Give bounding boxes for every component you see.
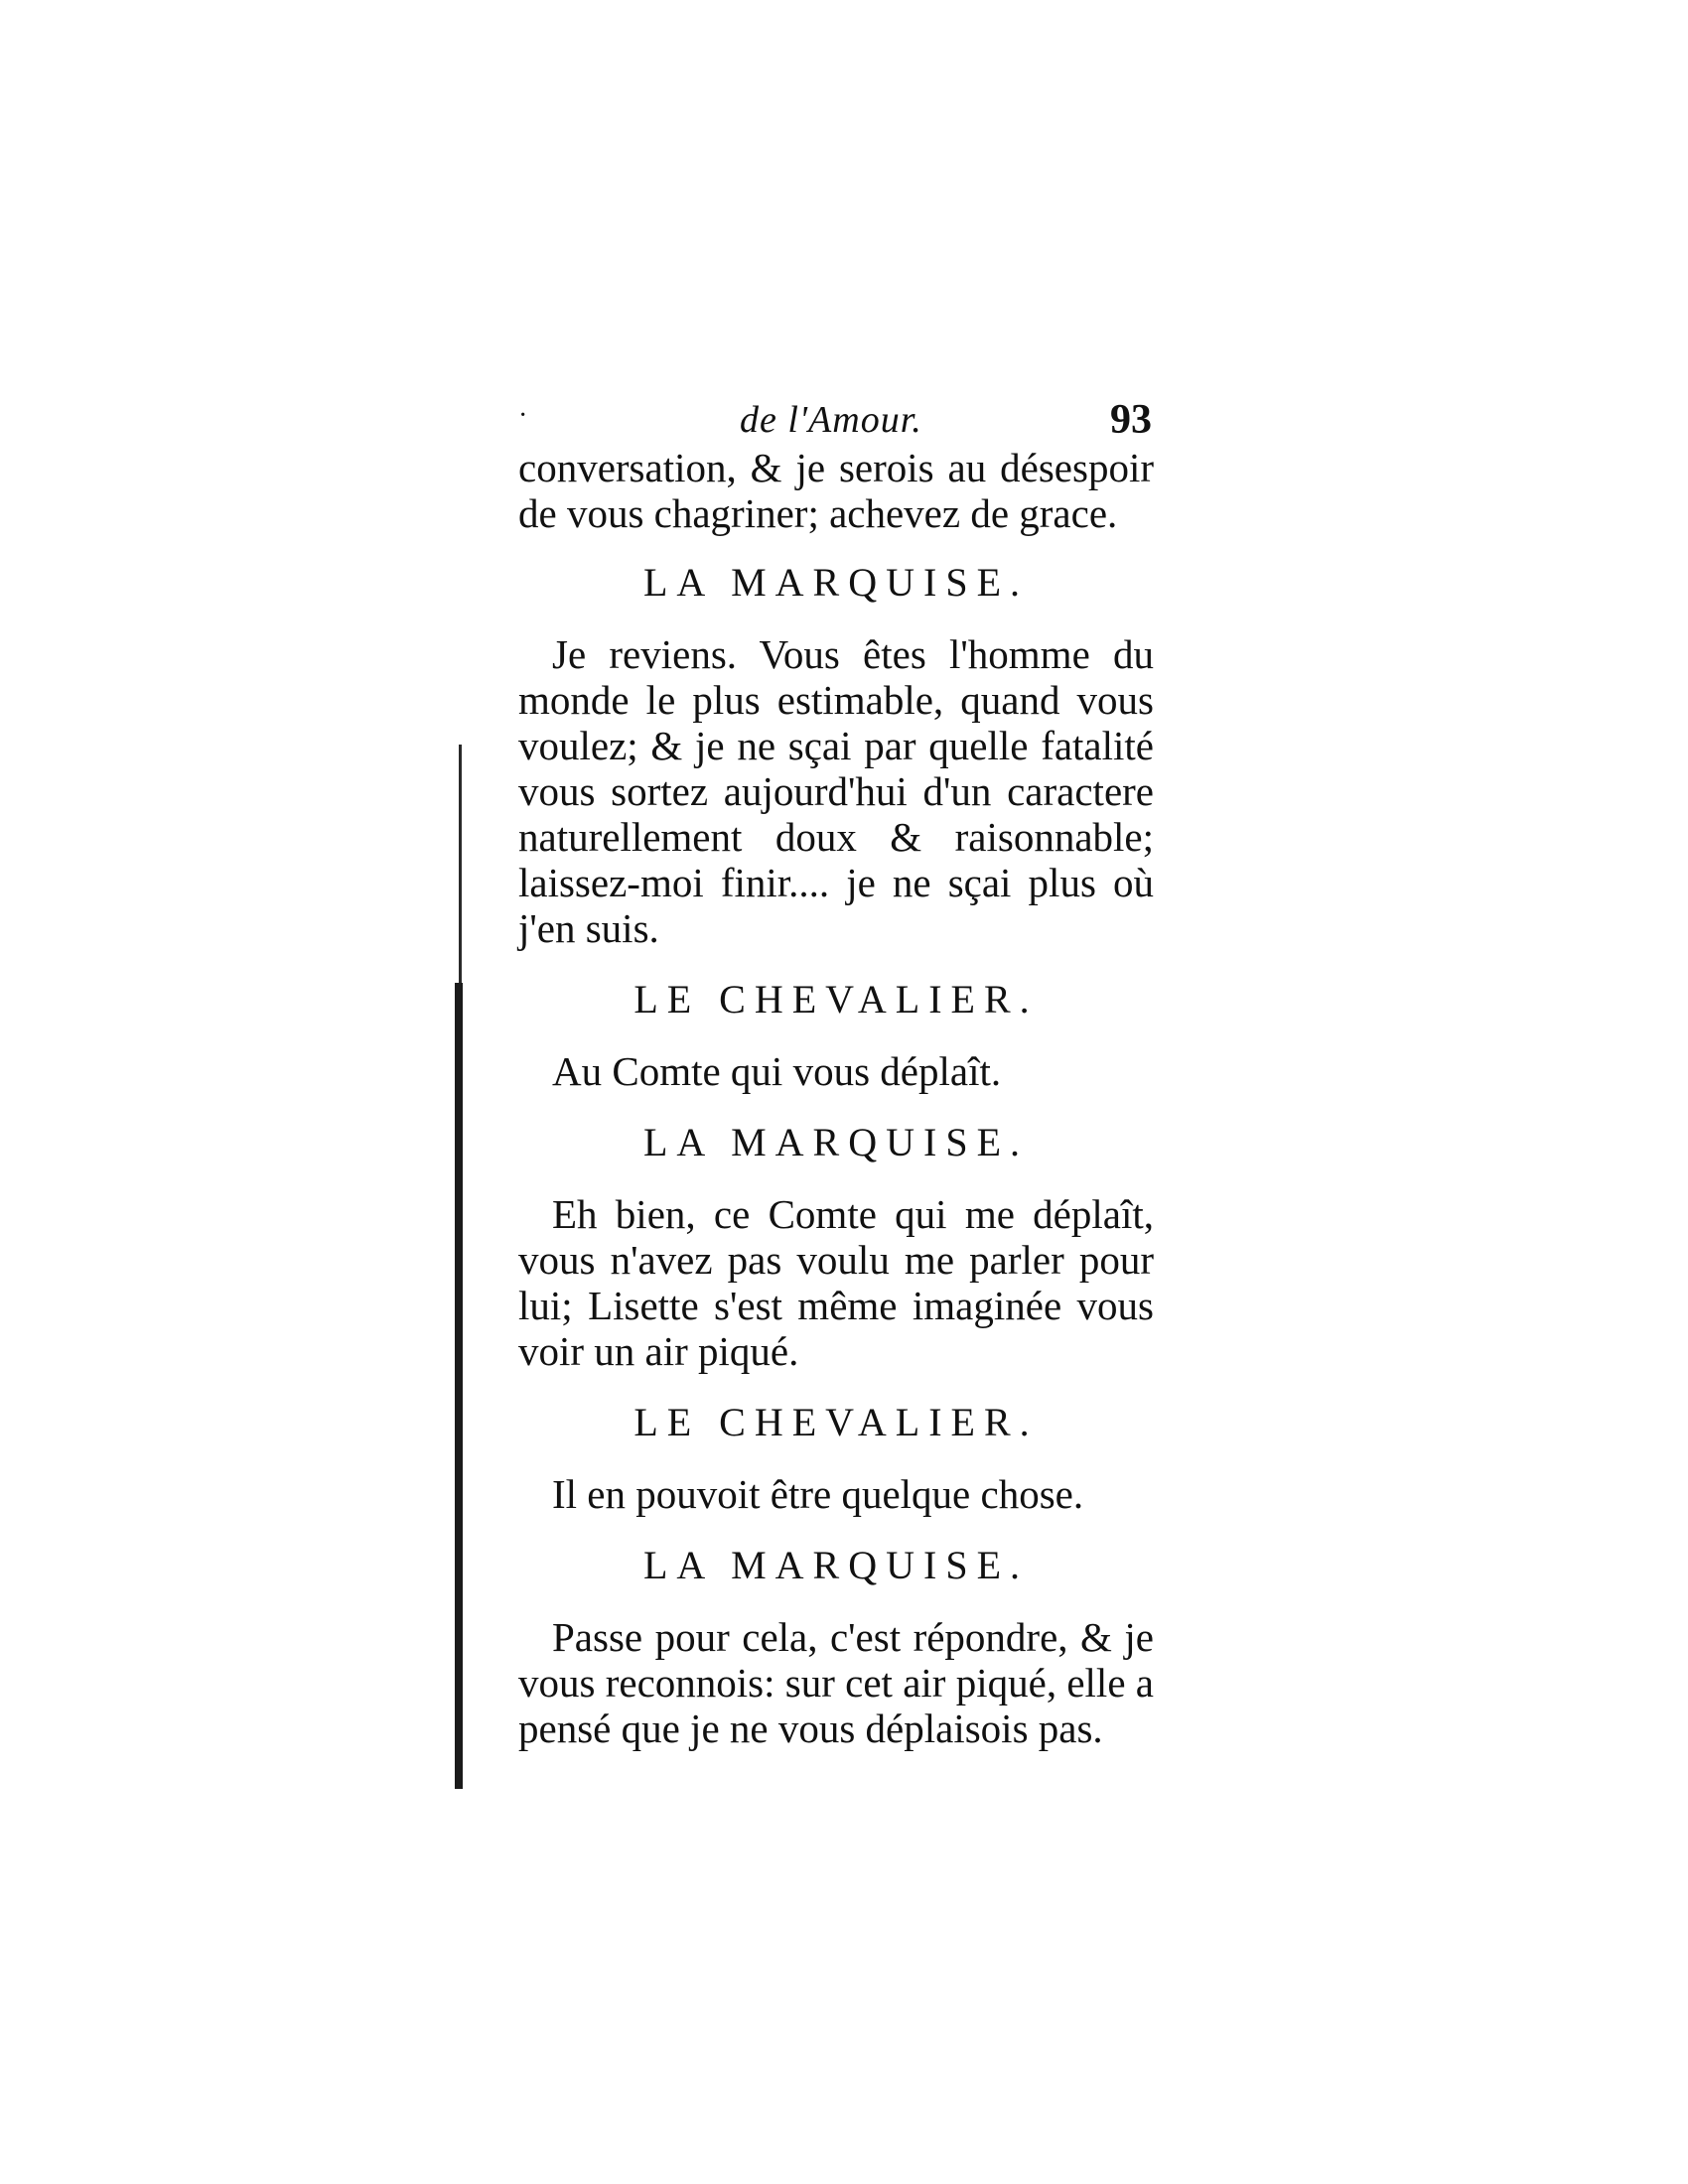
running-head: de l'Amour. [740, 399, 922, 441]
speaker-heading: LE CHEVALIER. [633, 977, 1039, 1022]
page-number: 93 [1110, 397, 1152, 443]
paragraph: Il en pouvoit être quelque chose. [552, 1471, 1084, 1517]
paragraph: Passe pour cela, c'est répondre, & je vous reconnois: sur cet air piqué, elle a pensé que je ne vous déplaisois pas. [518, 1614, 1154, 1751]
paragraph: Eh bien, ce Comte qui me déplaît, vous n'avez pas voulu me parler pour lui; Lisette s'est même imaginée vous voir un air piqué. [518, 1191, 1154, 1374]
speaker-heading: LA MARQUISE. [642, 1543, 1030, 1587]
page-gutter-shadow [459, 745, 462, 983]
paragraph-continuation: conversation, & je serois au désespoir de vous chagriner; achevez de grace. [518, 445, 1154, 536]
header-mark: · [518, 400, 528, 431]
speaker-heading: LE CHEVALIER. [633, 1400, 1039, 1444]
page-header [516, 392, 1152, 452]
paragraph: Au Comte qui vous déplaît. [552, 1048, 1002, 1094]
main-text [518, 445, 1154, 1751]
page-gutter-edge [455, 983, 463, 1789]
speaker-heading: LA MARQUISE. [642, 1120, 1030, 1164]
paragraph: Je reviens. Vous êtes l'homme du monde le plus estimable, quand vous voulez; & je ne sçai par quelle fatalité vous sortez aujourd'hui d'un caractere naturellement doux & raisonnable; laissez-moi finir.... je ne sçai plus où j'en suis. [518, 631, 1154, 951]
speaker-heading: LA MARQUISE. [642, 560, 1030, 605]
